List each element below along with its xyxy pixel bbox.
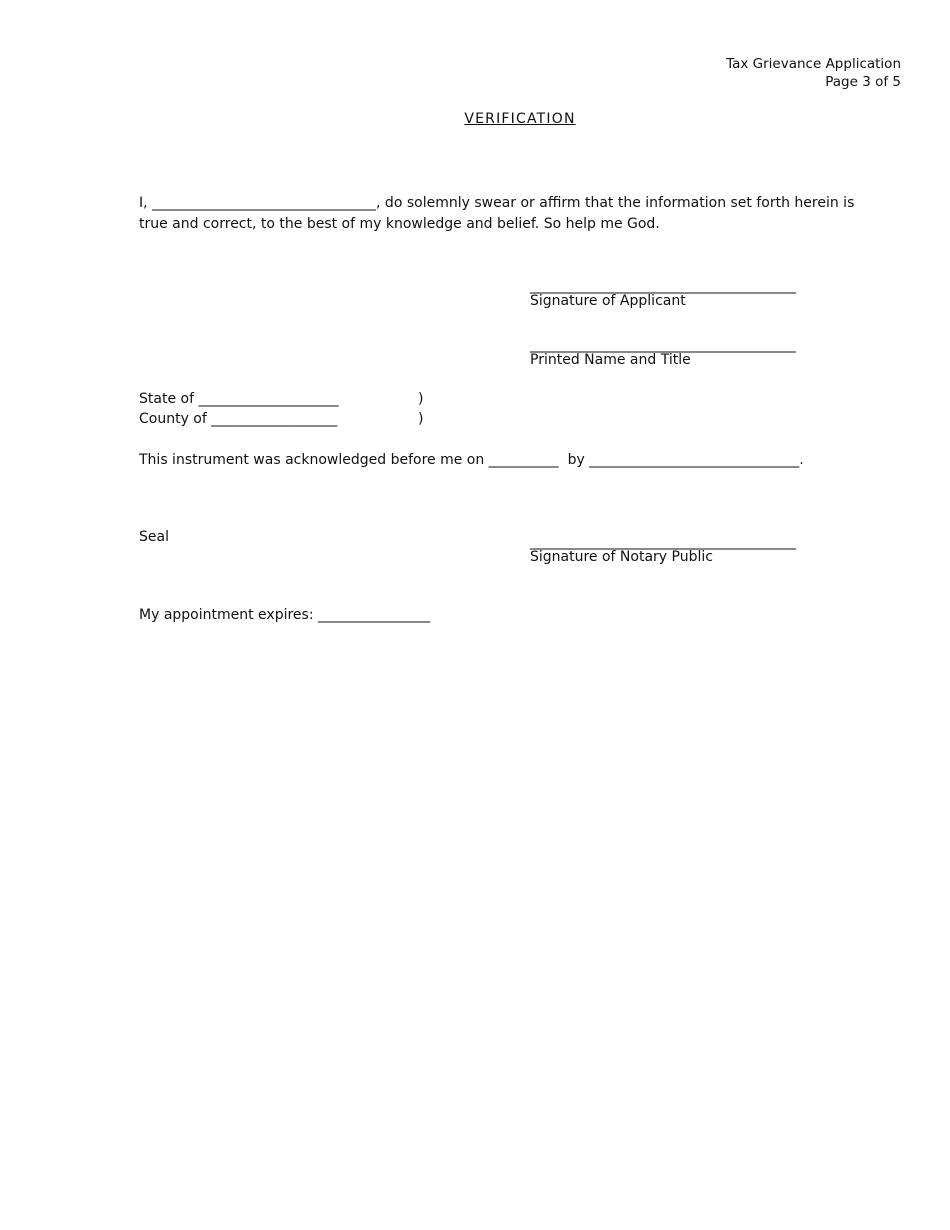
state-paren: ) <box>418 391 424 407</box>
applicant-signature-label: Signature of Applicant <box>530 293 686 309</box>
form-name: Tax Grievance Application <box>726 56 901 72</box>
oath-paragraph <box>139 193 909 234</box>
page-title: VERIFICATION <box>464 111 576 127</box>
notary-signature-label: Signature of Notary Public <box>530 549 713 565</box>
county-paren: ) <box>418 411 424 427</box>
oath-line-2: true and correct, to the best of my knowledge and belief. So help me God. <box>139 215 660 232</box>
printed-name-label: Printed Name and Title <box>530 352 691 368</box>
printed-name-line[interactable]: ______________________________________ <box>530 337 796 353</box>
seal-label: Seal <box>139 529 169 545</box>
applicant-signature-line[interactable]: ______________________________________ <box>530 278 796 294</box>
state-field[interactable]: State of ____________________ <box>139 391 339 407</box>
page-number: Page 3 of 5 <box>825 74 901 90</box>
notary-signature-line[interactable]: ______________________________________ <box>530 534 796 550</box>
appointment-expires-field[interactable]: My appointment expires: ________________ <box>139 607 430 623</box>
page-header <box>726 55 901 91</box>
acknowledgment-line[interactable]: This instrument was acknowledged before me on __________ by ______________________________. <box>139 452 804 468</box>
oath-line-1: I, ________________________________, do solemnly swear or affirm that the information set forth herein is <box>139 195 855 211</box>
county-field[interactable]: County of __________________ <box>139 411 338 427</box>
